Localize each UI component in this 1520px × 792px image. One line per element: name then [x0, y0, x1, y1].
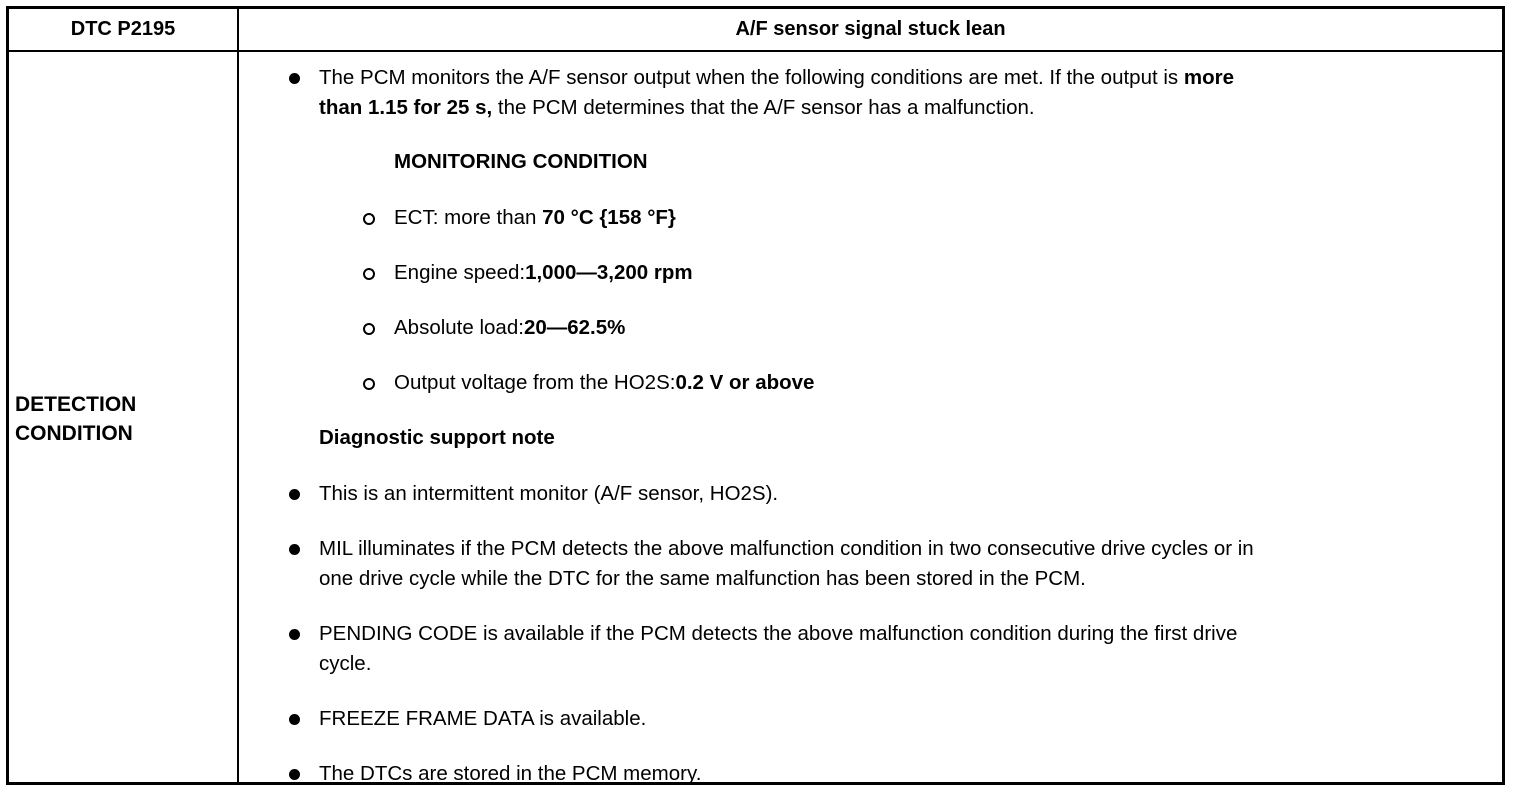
dtc-table — [6, 6, 1505, 785]
circle-bullet-icon — [363, 213, 375, 225]
detection-condition-label: DETECTION CONDITION — [15, 393, 137, 445]
circle-bullet-icon — [363, 323, 375, 335]
note-item: PENDING CODE is available if the PCM detects the above malfunction condition during the first drive cycle. — [319, 622, 1238, 675]
condition-item: Engine speed:1,000—3,200 rpm — [394, 261, 693, 284]
label-cell — [9, 52, 239, 782]
bullet-icon — [289, 489, 300, 500]
diagnostic-support-heading: Diagnostic support note — [319, 426, 555, 449]
dtc-code-header: DTC P2195 — [9, 9, 239, 50]
circle-bullet-icon — [363, 378, 375, 390]
note-item: MIL illuminates if the PCM detects the above malfunction condition in two consecutive drive cycles or in one drive cycle while the DTC for the same malfunction has been stored in the PCM. — [319, 537, 1254, 590]
circle-bullet-icon — [363, 268, 375, 280]
monitoring-condition-heading: MONITORING CONDITION — [394, 150, 648, 173]
intro-paragraph: The PCM monitors the A/F sensor output when the following conditions are met. If the output is more than 1.15 for 25 s, the PCM determines that the A/F sensor has a malfunction. — [319, 66, 1235, 119]
bullet-icon — [289, 73, 300, 84]
bullet-icon — [289, 544, 300, 555]
note-item: FREEZE FRAME DATA is available. — [319, 707, 647, 730]
condition-item: Absolute load:20—62.5% — [394, 316, 626, 339]
condition-item: ECT: more than 70 °C {158 °F} — [394, 206, 676, 229]
bullet-icon — [289, 769, 300, 780]
note-item: This is an intermittent monitor (A/F sensor, HO2S). — [319, 482, 779, 505]
bullet-icon — [289, 714, 300, 725]
table-header-row — [9, 9, 1502, 52]
dtc-title-header: A/F sensor signal stuck lean — [735, 18, 1006, 40]
content-cell — [239, 52, 1502, 785]
condition-item: Output voltage from the HO2S:0.2 V or above — [394, 371, 815, 394]
bullet-icon — [289, 629, 300, 640]
note-item: The DTCs are stored in the PCM memory. — [319, 762, 702, 785]
